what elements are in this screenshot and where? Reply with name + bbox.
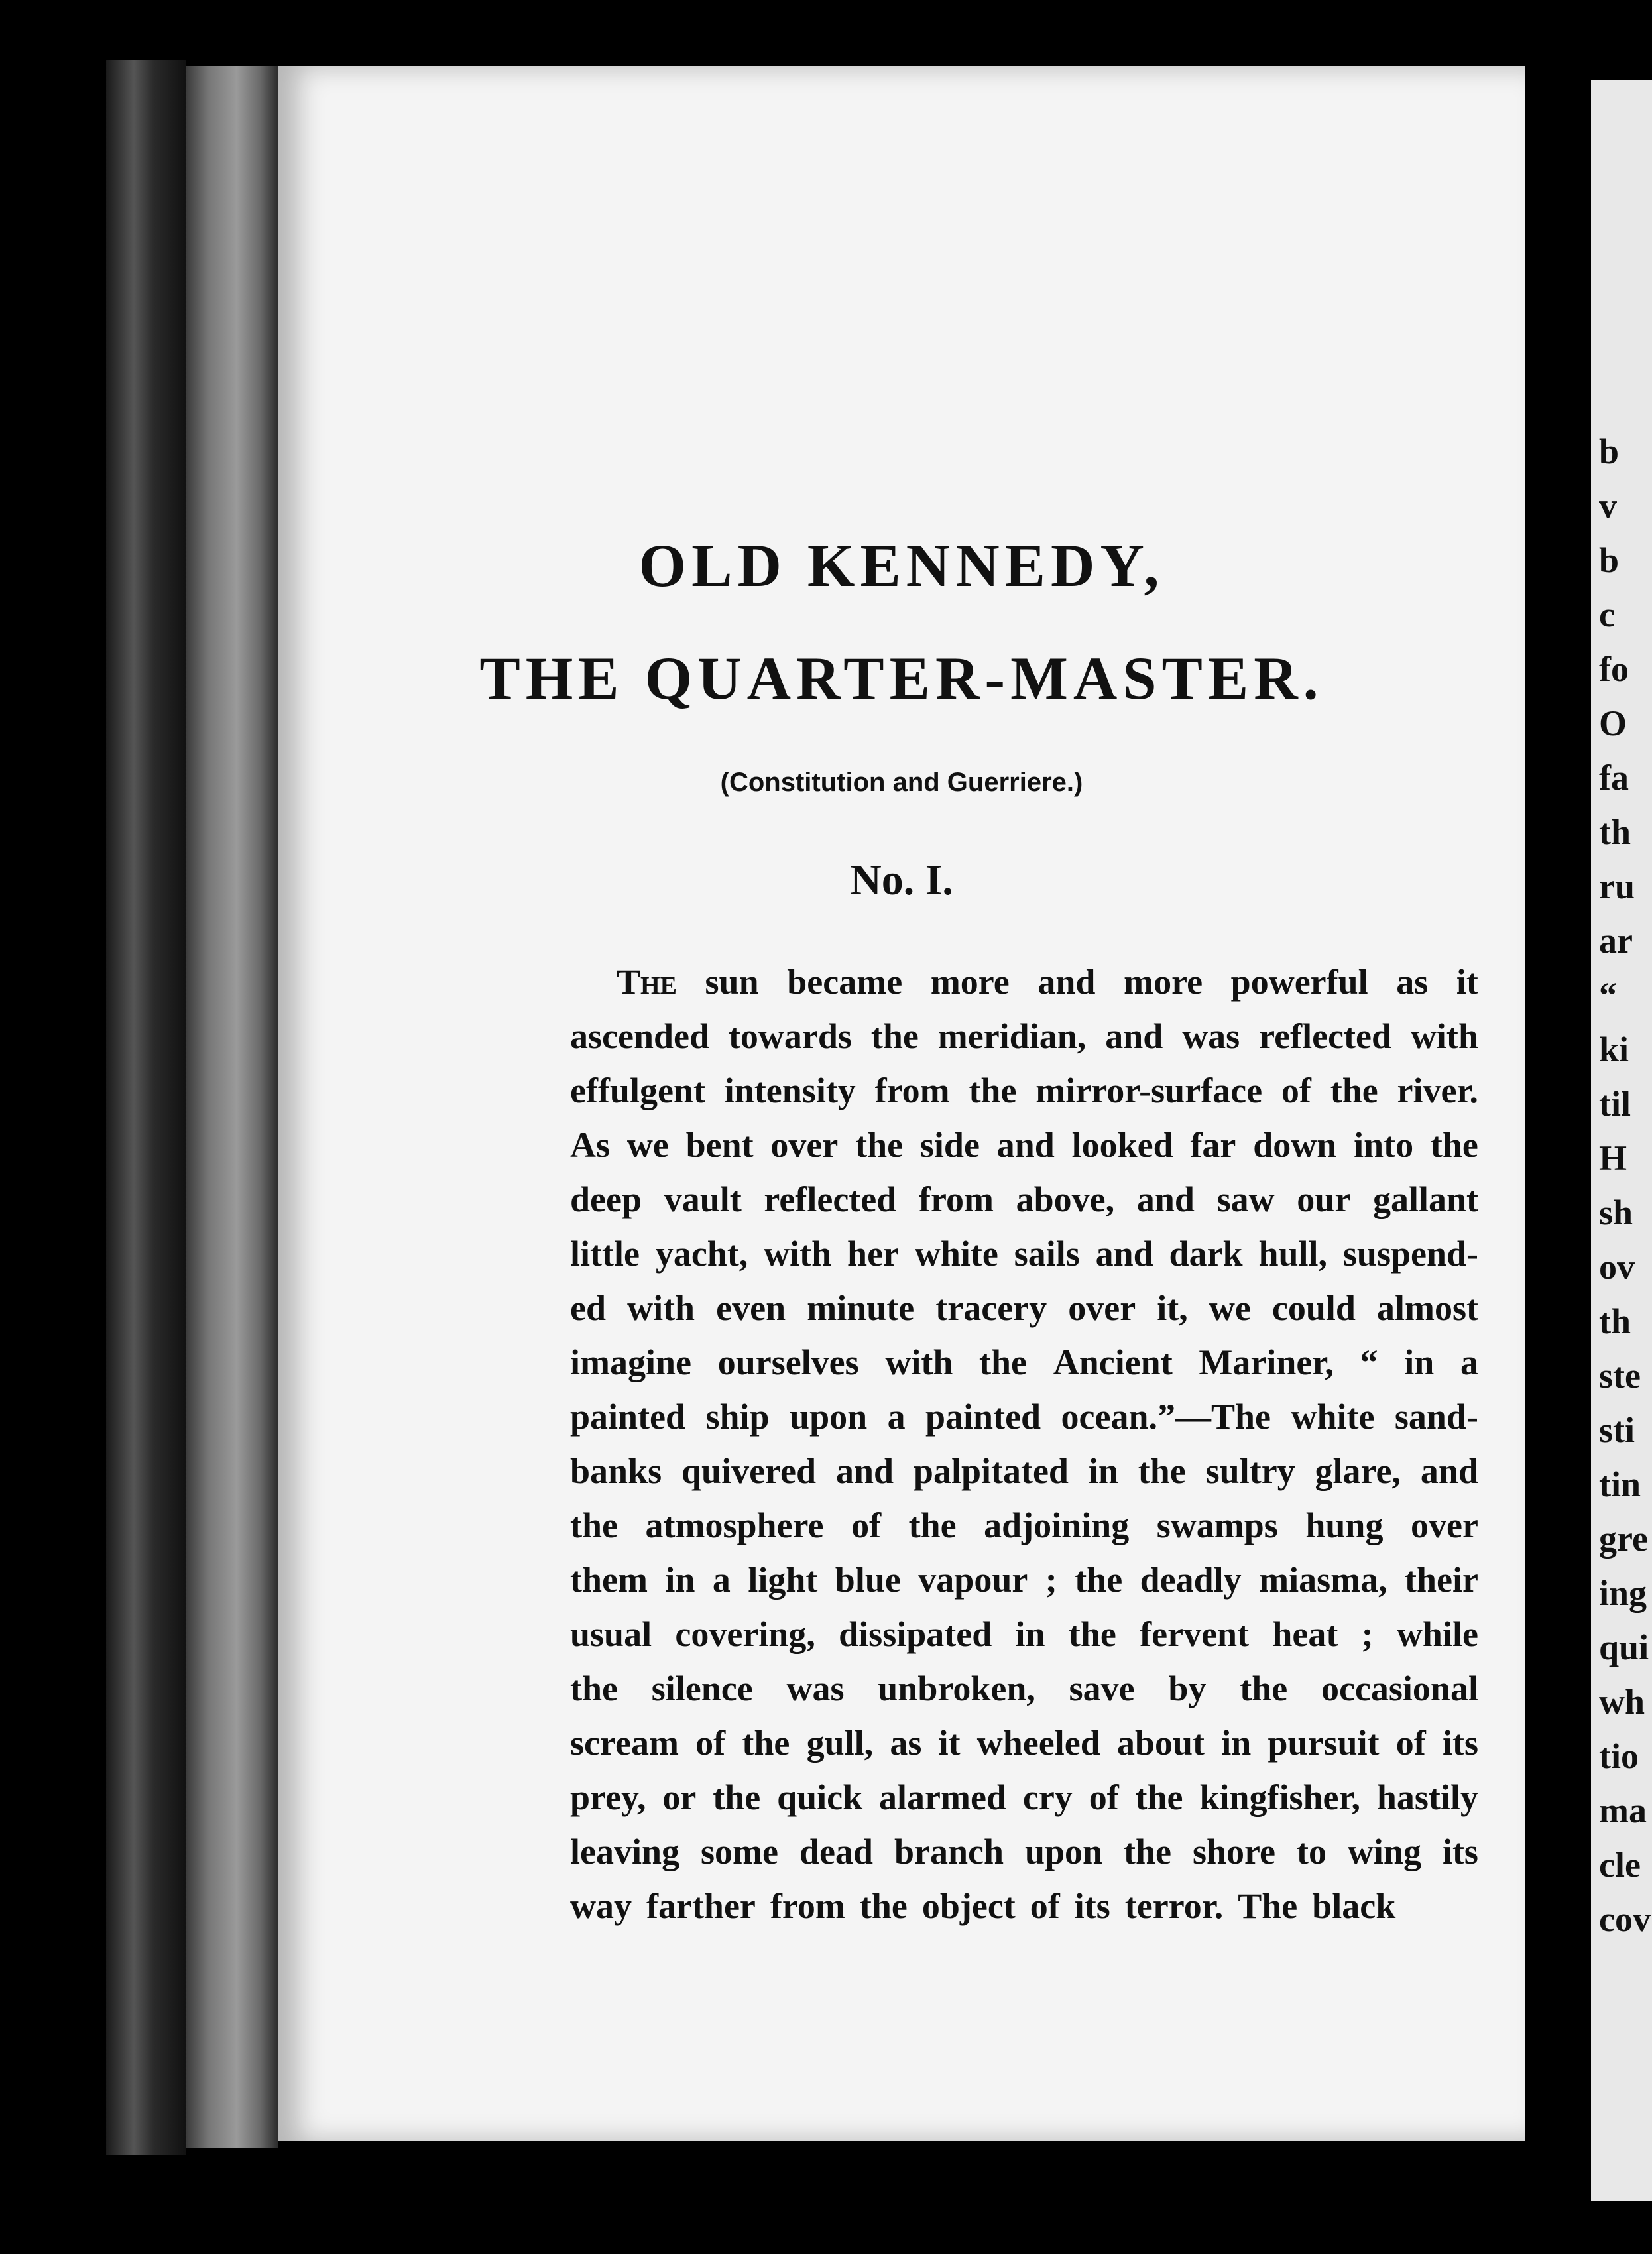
fragment-line: ki [1599, 1030, 1629, 1069]
fragment-line: ma [1599, 1791, 1647, 1830]
body-line: them in a light blue vapour ; the deadly miasma, their [570, 1560, 1478, 1600]
fragment-line: ar [1599, 921, 1633, 961]
body-line: leaving some dead branch upon the shore to wing its [570, 1832, 1478, 1871]
fragment-line: ov [1599, 1247, 1635, 1287]
body-line: banks quivered and palpitated in the sultry glare, and [570, 1451, 1478, 1491]
title-line-1: OLD KENNEDY, [638, 532, 1165, 599]
body-line: scream of the gull, as it wheeled about in pursuit of its [570, 1723, 1478, 1763]
chapter-number: No. I. [850, 856, 953, 904]
fragment-line: b [1599, 432, 1620, 471]
fragment-line: ste [1599, 1356, 1641, 1395]
book-edge-outer [106, 60, 186, 2155]
fragment-line: “ [1599, 975, 1617, 1015]
body-line: effulgent intensity from the mirror-surface of the river. [570, 1071, 1478, 1110]
fragment-line: ru [1599, 866, 1635, 906]
fragment-line: th [1599, 1301, 1631, 1341]
body-line: painted ship upon a painted ocean.”—The white sand- [570, 1397, 1478, 1437]
fragment-line: c [1599, 595, 1615, 634]
fragment-line: qui [1599, 1628, 1649, 1667]
body-text [570, 955, 1478, 1933]
fragment-line: wh [1599, 1682, 1645, 1722]
body-line: way farther from the object of its terror. The black [570, 1886, 1396, 1926]
body-line: little yacht, with her white sails and dark hull, suspend- [570, 1234, 1478, 1274]
next-page-fragment [1599, 424, 1651, 1946]
fragment-line: v [1599, 486, 1617, 526]
fragment-line: O [1599, 703, 1627, 743]
fragment-line: b [1599, 540, 1620, 580]
body-line: deep vault reflected from above, and saw our gallant [570, 1179, 1478, 1219]
body-line: ascended towards the meridian, and was reflected with [570, 1016, 1478, 1056]
fragment-line: gre [1599, 1519, 1648, 1559]
body-line: the atmosphere of the adjoining swamps hung over [570, 1506, 1478, 1545]
fragment-line: ing [1599, 1573, 1647, 1613]
fragment-line: fa [1599, 758, 1629, 798]
fragment-line: sti [1599, 1410, 1635, 1450]
body-line: ed with even minute tracery over it, we could almost [570, 1288, 1478, 1328]
title-line-2: THE QUARTER-MASTER. [479, 644, 1324, 712]
fragment-line: cov [1599, 1899, 1651, 1939]
drop-word: The [617, 962, 677, 1002]
book-edge-pages [186, 66, 278, 2148]
fragment-line: sh [1599, 1193, 1633, 1232]
fragment-line: til [1599, 1084, 1631, 1124]
fragment-line: cle [1599, 1845, 1641, 1885]
fragment-line: fo [1599, 649, 1629, 689]
subtitle: (Constitution and Guerriere.) [720, 768, 1083, 797]
fragment-line: tio [1599, 1736, 1639, 1776]
body-line: The sun became more and more powerful as it [570, 955, 1478, 1009]
fragment-line: tin [1599, 1464, 1641, 1504]
body-line: usual covering, dissipated in the fervent heat ; while [570, 1614, 1478, 1654]
body-line: As we bent over the side and looked far down into the [570, 1125, 1478, 1165]
body-line: imagine ourselves with the Ancient Mariner, “ in a [570, 1342, 1478, 1382]
body-line: the silence was unbroken, save by the occasional [570, 1669, 1478, 1708]
fragment-line: H [1599, 1138, 1627, 1178]
fragment-line: th [1599, 812, 1631, 852]
body-line: prey, or the quick alarmed cry of the kingfisher, hastily [570, 1777, 1478, 1817]
